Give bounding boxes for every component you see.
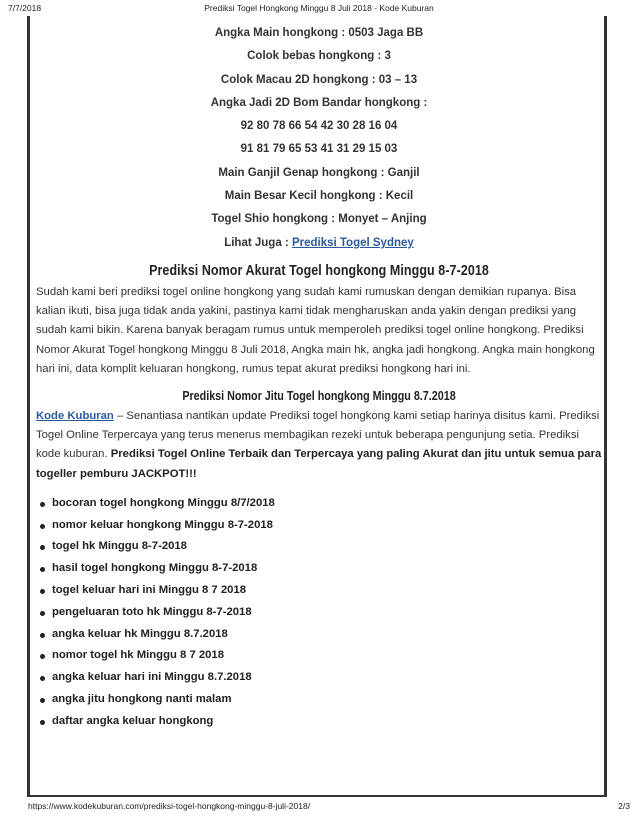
- prediction-line: Main Besar Kecil hongkong : Kecil: [224, 190, 414, 203]
- list-item: angka keluar hari ini Minggu 8.7.2018: [36, 667, 602, 689]
- list-item: daftar angka keluar hongkong: [36, 711, 602, 733]
- list-item: bocoran togel hongkong Minggu 8/7/2018: [36, 493, 602, 515]
- print-footer: [0, 799, 638, 815]
- list-item: hasil togel hongkong Minggu 8-7-2018: [36, 558, 602, 580]
- list-item: pengeluaran toto hk Minggu 8-7-2018: [36, 602, 602, 624]
- paragraph-bold-text: Prediksi Togel Online Terbaik dan Terpercaya yang paling Akurat dan jitu untuk semua para togeller pemburu JACKPOT!!!: [36, 448, 602, 480]
- kode-kuburan-link[interactable]: Kode Kuburan: [36, 409, 114, 422]
- article-content: [36, 22, 602, 733]
- page-number: 2/3: [618, 801, 630, 811]
- section-heading-akurat: Prediksi Nomor Akurat Togel hongkong Minggu 8-7-2018: [149, 262, 489, 279]
- list-item: togel hk Minggu 8-7-2018: [36, 536, 602, 558]
- prediction-line: Colok bebas hongkong : 3: [247, 50, 391, 63]
- list-item: nomor togel hk Minggu 8 7 2018: [36, 645, 602, 667]
- print-title: Prediksi Togel Hongkong Minggu 8 Juli 2018 - Kode Kuburan: [204, 3, 434, 13]
- prediksi-sydney-link[interactable]: Prediksi Togel Sydney: [291, 236, 414, 249]
- prediction-line: Angka Main hongkong : 0503 Jaga BB: [214, 27, 424, 39]
- lihat-juga-line: [36, 232, 602, 255]
- list-item: togel keluar hari ini Minggu 8 7 2018: [36, 580, 602, 602]
- prediction-line: Main Ganjil Genap hongkong : Ganjil: [218, 166, 420, 179]
- print-header: [0, 0, 638, 16]
- list-item: angka keluar hk Minggu 8.7.2018: [36, 624, 602, 646]
- prediction-line: 92 80 78 66 54 42 30 28 16 04: [240, 120, 398, 133]
- print-date: 7/7/2018: [8, 3, 42, 13]
- print-url: https://www.kodekuburan.com/prediksi-togel-hongkong-minggu-8-juli-2018/: [28, 801, 311, 811]
- paragraph-kode-kuburan: [36, 407, 602, 484]
- prediction-line: Angka Jadi 2D Bom Bandar hongkong :: [210, 96, 428, 109]
- list-item: nomor keluar hongkong Minggu 8-7-2018: [36, 515, 602, 537]
- keyword-list: [36, 493, 602, 733]
- paragraph-intro: Sudah kami beri prediksi togel online hongkong yang sudah kami rumuskan dengan demikian rupanya. Bisa kalian ikuti, bisa juga tidak anda yakini, pastinya kami tidak mengharuskan anda yakin dengan prediksi yang sudah kami bikin. Karena banyak beragam rumus untuk memperoleh prediksi togel online hongkong. Prediksi Nomor Akurat Togel hongkong Minggu 8 Juli 2018, Angka main hk, angka jadi hongkong. Angka main hongkong hari ini, data komplit keluaran hongkong, rumus tepat akurat prediksi hongkong hari ini.: [36, 285, 595, 375]
- paragraph-text: – Senantiasa nantikan update Prediksi togel hongkong kami setiap harinya disitus kami. Prediksi Togel Online Terpercaya yang terus menerus membagikan rezeki untuk beberapa pengunjung setia. Prediksi kode kuburan.: [36, 409, 600, 461]
- list-item: angka jitu hongkong nanti malam: [36, 689, 602, 711]
- prediction-lines: [36, 22, 602, 255]
- lihat-juga-label: Lihat Juga :: [224, 236, 292, 249]
- prediction-line: Colok Macau 2D hongkong : 03 – 13: [220, 73, 418, 86]
- section-heading-jitu: Prediksi Nomor Jitu Togel hongkong Minggu 8.7.2018: [182, 388, 456, 403]
- prediction-line: Togel Shio hongkong : Monyet – Anjing: [211, 213, 427, 226]
- prediction-line: 91 81 79 65 53 41 31 29 15 03: [240, 143, 398, 156]
